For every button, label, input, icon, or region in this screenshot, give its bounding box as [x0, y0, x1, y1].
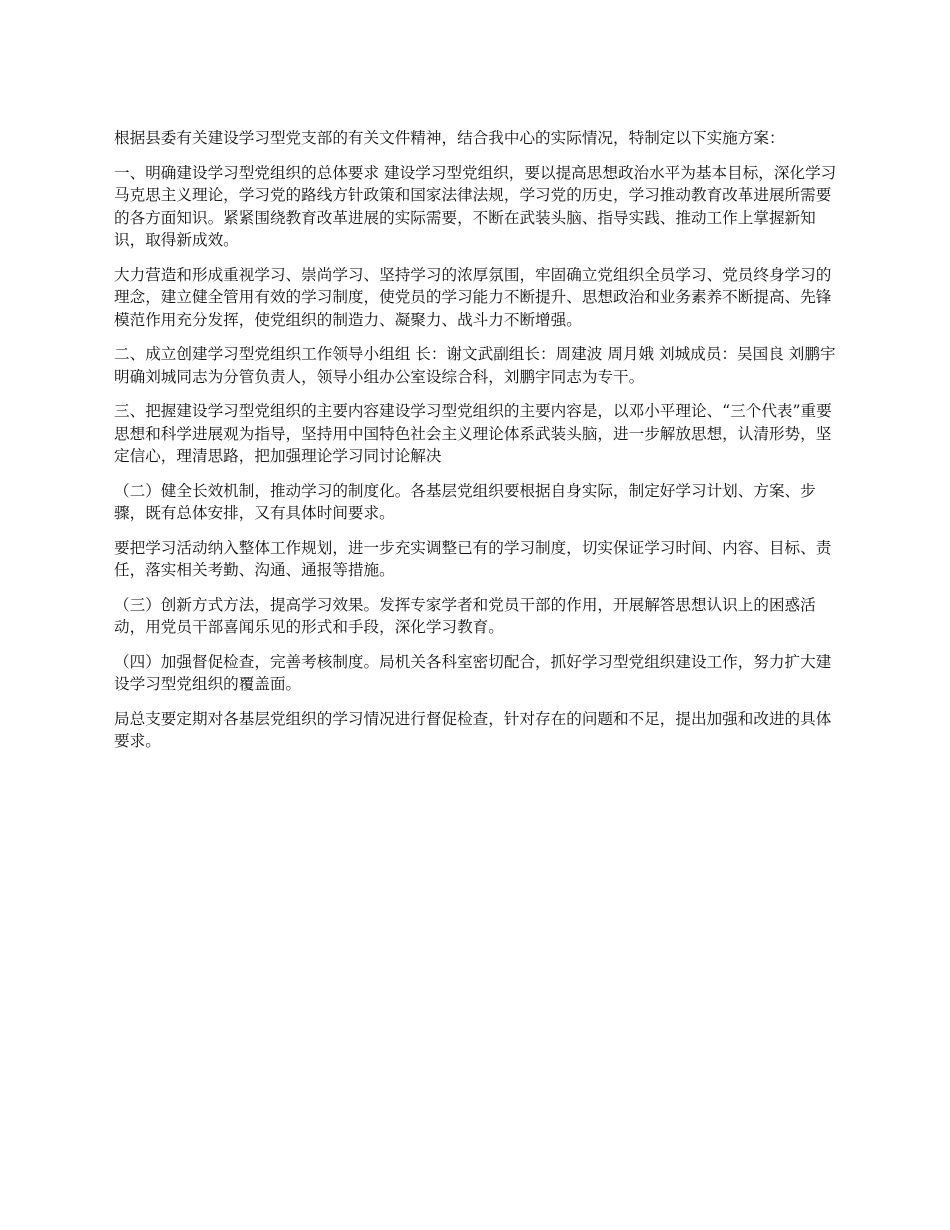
document-body [114, 127, 840, 765]
planning-paragraph: 要把学习活动纳入整体工作规划，进一步充实调整已有的学习制度，切实保证学习时间、内容、目标、责任，落实相关考勤、沟通、通报等措施。 [114, 538, 832, 579]
section-two-paragraph: 二、成立创建学习型党组织工作领导小组组 长：谢文武副组长：周建波 周月娥 刘城成员：吴国良 刘鹏宇明确刘城同志为分管负责人，领导小组办公室设综合科，刘鹏宇同志为专干。 [114, 345, 836, 386]
methods-paragraph: （三）创新方式方法，提高学习效果。发挥专家学者和党员干部的作用，开展解答思想认识上的困惑活动，用党员干部喜闻乐见的形式和手段，深化学习教育。 [114, 595, 816, 636]
atmosphere-paragraph: 大力营造和形成重视学习、崇尚学习、坚持学习的浓厚氛围，牢固确立党组织全员学习、党员终身学习的理念，建立健全管用有效的学习制度，使党员的学习能力不断提升、思想政治和业务素养不断提高、先锋模范作用充分发挥，使党组织的制造力、凝聚力、战斗力不断增强。 [114, 265, 832, 329]
intro-paragraph: 根据县委有关建设学习型党支部的有关文件精神，结合我中心的实际情况，特制定以下实施方案： [114, 129, 785, 147]
section-three-paragraph: 三、把握建设学习型党组织的主要内容建设学习型党组织的主要内容是，以邓小平理论、“三个代表”重要思想和科学进展观为指导，坚持用中国特色社会主义理论体系武装头脑，进一步解放思想，认清形势，坚定信心，理清思路，把加强理论学习同讨论解决 [114, 402, 832, 465]
inspection-paragraph: 局总支要定期对各基层党组织的学习情况进行督促检查，针对存在的问题和不足，提出加强和改进的具体要求。 [114, 709, 832, 750]
mechanism-paragraph: （二）健全长效机制，推动学习的制度化。各基层党组织要根据自身实际，制定好学习计划、方案、步骤，既有总体安排，又有具体时间要求。 [114, 481, 816, 522]
section-one-paragraph: 一、明确建设学习型党组织的总体要求 建设学习型党组织，要以提高思想政治水平为基本目标，深化学习马克思主义理论，学习党的路线方针政策和国家法律法规，学习党的历史，学习推动教育改革进展所需要的各方面知识。紧紧围绕教育改革进展的实际需要，不断在武装头脑、指导实践、推动工作上掌握新知识，取得新成效。 [114, 163, 837, 249]
supervision-paragraph: （四）加强督促检查，完善考核制度。局机关各科室密切配合，抓好学习型党组织建设工作，努力扩大建设学习型党组织的覆盖面。 [114, 652, 832, 693]
